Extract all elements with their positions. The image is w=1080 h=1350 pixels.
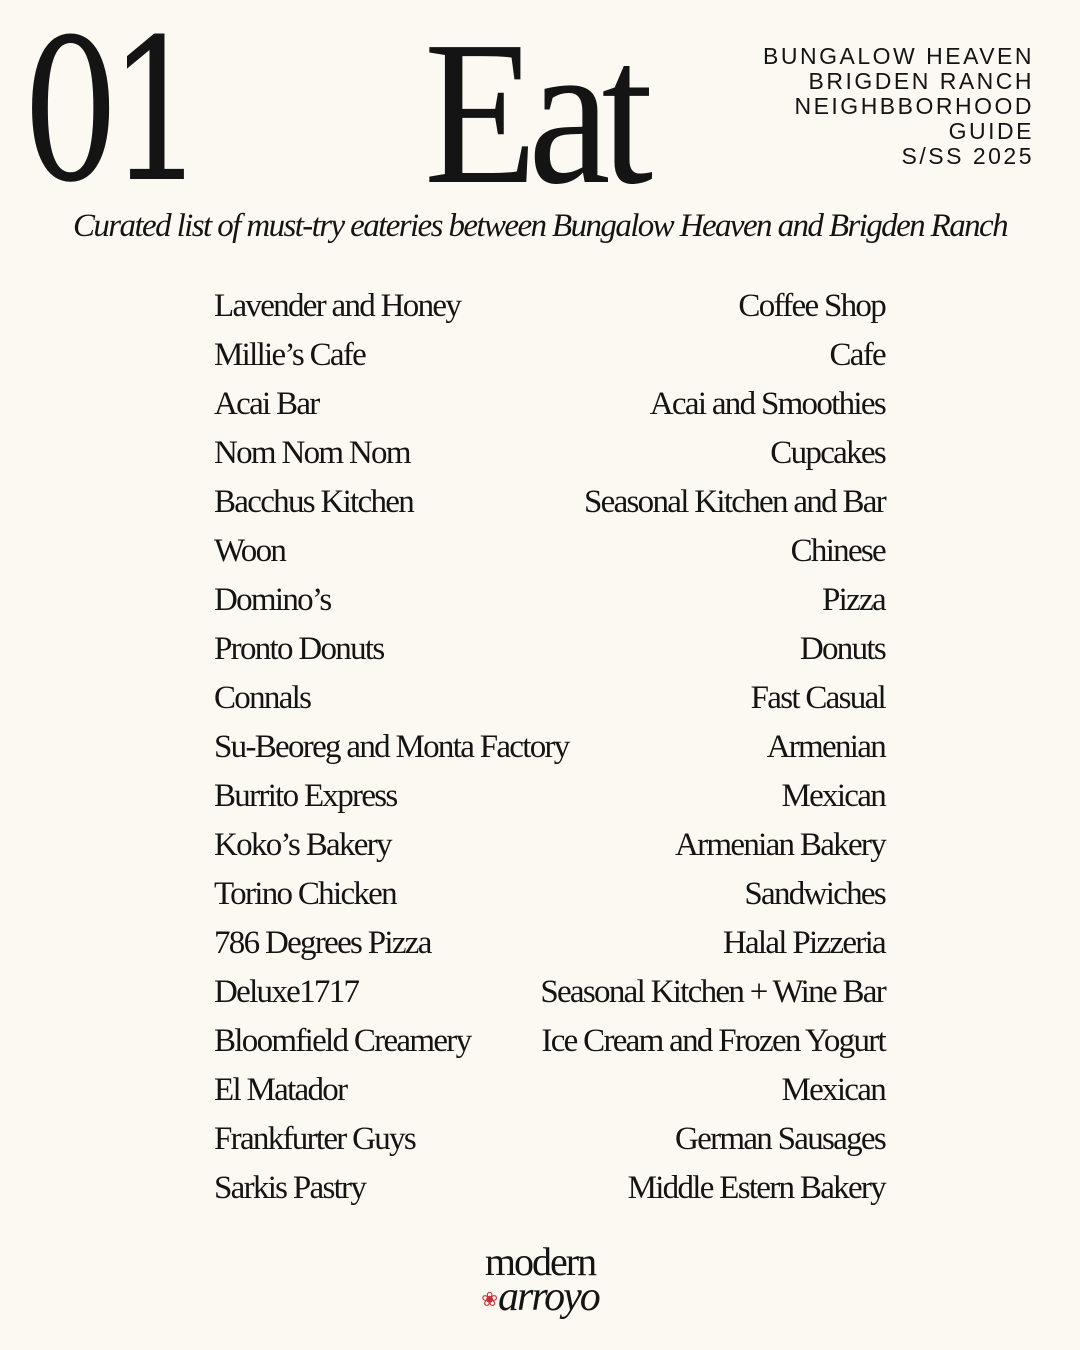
eatery-name: Millie’s Cafe bbox=[214, 337, 366, 373]
eatery-category: Middle Estern Bakery bbox=[627, 1170, 885, 1206]
eatery-name: Torino Chicken bbox=[214, 876, 396, 912]
eatery-name: Burrito Express bbox=[214, 778, 397, 814]
eatery-row bbox=[214, 1072, 885, 1121]
eatery-name: Deluxe1717 bbox=[214, 974, 359, 1010]
eatery-category: Sandwiches bbox=[744, 876, 885, 912]
logo-line-2: arroyo bbox=[497, 1274, 599, 1320]
eatery-row bbox=[214, 778, 885, 827]
eatery-category: Cafe bbox=[829, 337, 885, 373]
eatery-category: Mexican bbox=[781, 1072, 885, 1108]
eatery-row bbox=[214, 1121, 885, 1170]
eatery-name: Koko’s Bakery bbox=[214, 827, 391, 863]
brand-logo bbox=[0, 1239, 1080, 1320]
eatery-name: Pronto Donuts bbox=[214, 631, 384, 667]
eatery-row bbox=[214, 484, 885, 533]
eatery-category: Coffee Shop bbox=[738, 288, 885, 324]
eatery-category: Seasonal Kitchen and Bar bbox=[583, 484, 885, 520]
eatery-category: Pizza bbox=[822, 582, 885, 618]
eatery-name: Bloomfield Creamery bbox=[214, 1023, 471, 1059]
logo-line-2-wrap bbox=[0, 1274, 1080, 1320]
meta-line: BUNGALOW HEAVEN bbox=[763, 43, 1034, 69]
eatery-name: El Matador bbox=[214, 1072, 347, 1108]
eatery-row bbox=[214, 729, 885, 778]
page-title: Eat bbox=[424, 0, 645, 227]
eatery-row bbox=[214, 827, 885, 876]
eatery-name: Lavender and Honey bbox=[214, 288, 461, 324]
eatery-row bbox=[214, 533, 885, 582]
eatery-name: Domino’s bbox=[214, 582, 331, 618]
eatery-row bbox=[214, 876, 885, 925]
eatery-category: Seasonal Kitchen + Wine Bar bbox=[540, 974, 885, 1010]
eatery-row bbox=[214, 1170, 885, 1219]
subtitle: Curated list of must-try eateries between Bungalow Heaven and Brigden Ranch bbox=[73, 208, 1007, 244]
eatery-category: Mexican bbox=[781, 778, 885, 814]
eatery-category: Ice Cream and Frozen Yogurt bbox=[541, 1023, 885, 1059]
eatery-list bbox=[214, 288, 885, 1219]
eatery-row bbox=[214, 680, 885, 729]
eatery-row bbox=[214, 582, 885, 631]
eatery-name: Frankfurter Guys bbox=[214, 1121, 415, 1157]
eatery-row bbox=[214, 974, 885, 1023]
eatery-row bbox=[214, 631, 885, 680]
eatery-row bbox=[214, 386, 885, 435]
eatery-category: Armenian Bakery bbox=[675, 827, 885, 863]
section-number: 01 bbox=[22, 0, 195, 226]
eatery-category: Donuts bbox=[799, 631, 885, 667]
eatery-row bbox=[214, 925, 885, 974]
eatery-category: Cupcakes bbox=[770, 435, 885, 471]
eatery-name: Nom Nom Nom bbox=[214, 435, 410, 471]
eatery-category: Armenian bbox=[766, 729, 885, 765]
eatery-category: Fast Casual bbox=[750, 680, 885, 716]
eatery-name: Su-Beoreg and Monta Factory bbox=[214, 729, 569, 765]
rose-icon: ❀ bbox=[481, 1289, 496, 1312]
meta-line: GUIDE bbox=[948, 118, 1034, 144]
eatery-category: German Sausages bbox=[674, 1121, 885, 1157]
meta-line: BRIGDEN RANCH bbox=[808, 68, 1034, 94]
meta-line: NEIGHBBORHOOD bbox=[794, 93, 1034, 119]
eatery-name: Woon bbox=[214, 533, 286, 569]
eatery-row bbox=[214, 337, 885, 386]
eatery-name: 786 Degrees Pizza bbox=[214, 925, 431, 961]
eatery-row bbox=[214, 288, 885, 337]
guide-meta bbox=[763, 44, 1034, 169]
eatery-name: Connals bbox=[214, 680, 311, 716]
eatery-name: Acai Bar bbox=[214, 386, 319, 422]
eatery-category: Halal Pizzeria bbox=[722, 925, 885, 961]
eatery-category: Acai and Smoothies bbox=[649, 386, 885, 422]
eatery-row bbox=[214, 435, 885, 484]
eatery-row bbox=[214, 1023, 885, 1072]
meta-line: S/SS 2025 bbox=[901, 143, 1034, 169]
eatery-name: Sarkis Pastry bbox=[214, 1170, 366, 1206]
logo-line-1: modern bbox=[484, 1239, 596, 1284]
eatery-category: Chinese bbox=[790, 533, 885, 569]
eatery-name: Bacchus Kitchen bbox=[214, 484, 414, 520]
